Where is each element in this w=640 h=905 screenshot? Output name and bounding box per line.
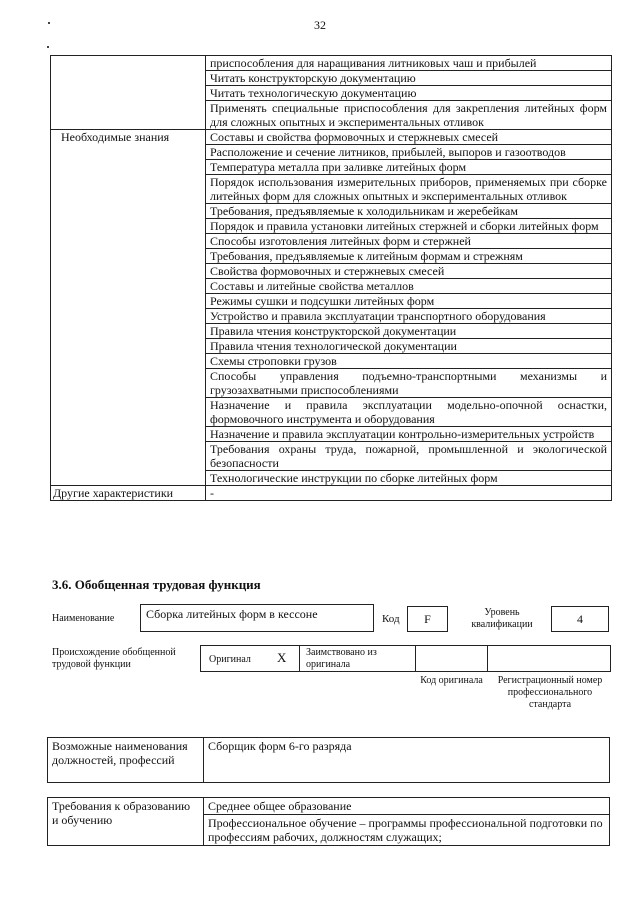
origin-label: Происхождение обобщенной трудовой функции — [52, 647, 176, 670]
table-cell: Назначение и правила эксплуатации контрольно-измерительных устройств — [206, 427, 612, 442]
table-cell: Назначение и правила эксплуатации модельно-опочной оснастки, формовочного инструмента и оборудования — [206, 398, 612, 427]
table-cell: Читать конструкторскую документацию — [206, 71, 612, 86]
other-characteristics-label: Другие характеристики — [51, 486, 206, 501]
positions-value: Сборщик форм 6-го разряда — [204, 738, 610, 783]
section-heading: 3.6. Обобщенная трудовая функция — [52, 577, 261, 592]
table-row — [51, 56, 612, 71]
origin-code-cell — [415, 645, 488, 672]
borrowed-label: Заимствовано из оригинала — [306, 647, 377, 670]
table-cell: Способы изготовления литейных форм и стержней — [206, 234, 612, 249]
positions-table — [47, 737, 610, 783]
code-value: F — [407, 606, 448, 632]
table-cell: Схемы строповки грузов — [206, 354, 612, 369]
table-cell: Свойства формовочных и стержневых смесей — [206, 264, 612, 279]
skills-knowledge-table — [50, 55, 612, 501]
table-row — [51, 486, 612, 501]
other-characteristics-value: - — [206, 486, 612, 501]
table-cell: Порядок использования измерительных приборов, применяемых при сборке литейных форм для сложных опытных и экспериментальных отливок — [206, 175, 612, 204]
table-cell: Температура металла при заливке литейных форм — [206, 160, 612, 175]
code-label: Код — [382, 613, 400, 625]
original-label: Оригинал — [209, 654, 251, 665]
table-cell: Способы управления подъемно-транспортными механизмы и грузозахватными приспособлениями — [206, 369, 612, 398]
table-cell: Применять специальные приспособления для закрепления литейных форм для сложных опытных и экспериментальных отливок — [206, 101, 612, 130]
table-cell: Составы и литейные свойства металлов — [206, 279, 612, 294]
table-cell: Требования, предъявляемые к литейным формам и стрежням — [206, 249, 612, 264]
table-cell: Правила чтения технологической документации — [206, 339, 612, 354]
reg-number-label: Регистрационный номер профессионального стандарта — [497, 675, 603, 710]
table-cell: приспособления для наращивания литниковых чаш и прибылей — [206, 56, 612, 71]
name-label: Наименование — [52, 613, 115, 624]
origin-code-label: Код оригинала — [420, 675, 483, 686]
table-cell: Режимы сушки и подсушки литейных форм — [206, 294, 612, 309]
education-line-1: Среднее общее образование — [204, 798, 610, 815]
original-cell — [200, 645, 300, 672]
table-cell: Расположение и сечение литников, прибылей, выпоров и газоотводов — [206, 145, 612, 160]
knowledge-label: Необходимые знания — [51, 130, 206, 486]
borrowed-cell — [299, 645, 416, 672]
scan-dot — [48, 22, 50, 24]
education-line-2: Профессиональное обучение – программы профессиональной подготовки по профессиям рабочих, должностям служащих; — [204, 815, 610, 846]
table-cell: Требования охраны труда, пожарной, промышленной и экологической безопасности — [206, 442, 612, 471]
scan-dot — [47, 46, 49, 48]
reg-number-cell — [487, 645, 611, 672]
level-label: Уровень квалификации — [471, 607, 533, 630]
level-value: 4 — [551, 606, 609, 632]
table-row — [48, 738, 610, 783]
table-cell: Правила чтения конструкторской документации — [206, 324, 612, 339]
table-row — [51, 130, 612, 145]
table-cell: Технологические инструкции по сборке литейных форм — [206, 471, 612, 486]
table-cell: Требования, предъявляемые к холодильникам и жеребейкам — [206, 204, 612, 219]
table-cell: Составы и свойства формовочных и стержневых смесей — [206, 130, 612, 145]
original-mark: X — [277, 650, 287, 665]
education-label: Требования к образованию и обучению — [48, 798, 204, 846]
education-table — [47, 797, 610, 846]
positions-label: Возможные наименования должностей, профессий — [48, 738, 204, 783]
empty-label-cell — [51, 56, 206, 130]
table-row — [48, 798, 610, 815]
table-cell: Порядок и правила установки литейных стержней и сборки литейных форм — [206, 219, 612, 234]
table-cell: Устройство и правила эксплуатации транспортного оборудования — [206, 309, 612, 324]
name-value: Сборка литейных форм в кессоне — [140, 604, 374, 632]
table-cell: Читать технологическую документацию — [206, 86, 612, 101]
page-number: 32 — [314, 18, 326, 32]
